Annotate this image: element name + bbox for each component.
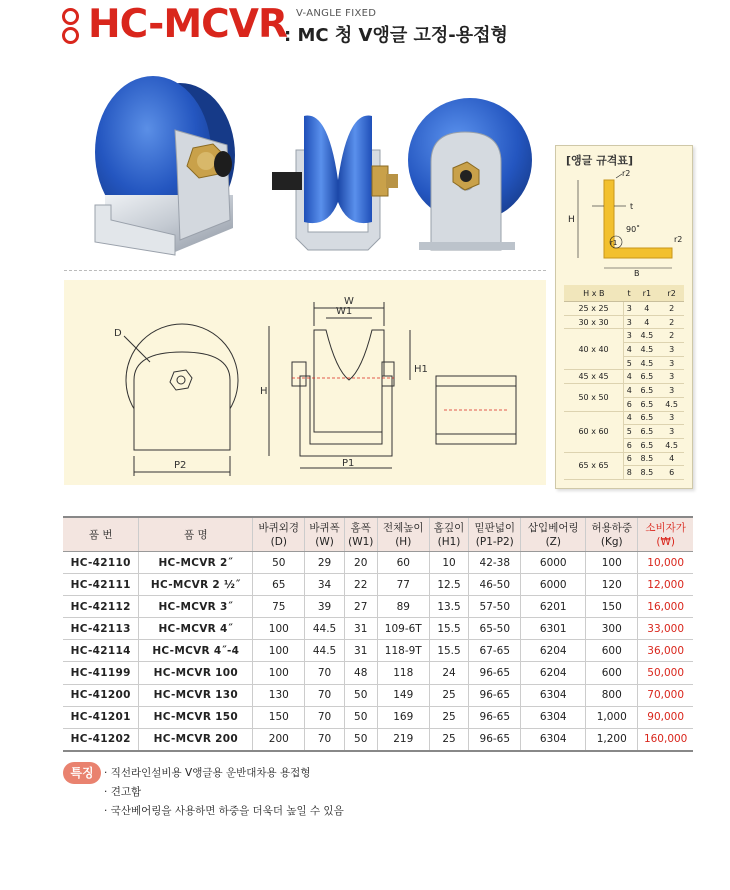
product-code-cell: HC-42114 [63,640,139,662]
angle-spec-cell: 4 [659,452,684,466]
product-name-cell: HC-MCVR 4˝-4 [139,640,253,662]
column-header [63,517,139,552]
angle-spec-cell: 6.5 [634,411,659,425]
spec-cell: 96-65 [469,662,521,684]
column-header-label: 품 번 [88,528,113,541]
spec-cell: 25 [429,706,468,728]
angle-spec-cell: 8.5 [634,452,659,466]
column-header-label: 전체높이 [382,521,424,534]
table-row [63,640,693,662]
spec-cell: 60 [377,552,429,574]
price-cell: 12,000 [638,574,693,596]
angle-spec-cell: 3 [659,356,684,370]
features-list [104,764,344,821]
angle-spec-title: [앵글 규격표] [566,154,634,167]
column-header-label: 소비자가 [645,521,686,534]
angle-spec-box [555,145,693,489]
angle-spec-cell: 4 [624,384,635,398]
label-90deg: 90˚ [626,225,641,234]
angle-spec-cell: 6 [659,466,684,480]
spec-cell: 48 [344,662,377,684]
label-r1: r1 [610,239,618,247]
brand-logo-icon [62,8,78,44]
column-header-unit: (P1-P2) [475,535,514,548]
spec-cell: 70 [305,684,344,706]
label-B: B [634,269,640,278]
column-header-unit: (H1) [437,535,461,548]
spec-cell: 27 [344,596,377,618]
column-header-unit: (Z) [545,535,561,548]
spec-cell: 25 [429,684,468,706]
spec-cell: 100 [253,618,305,640]
column-header-unit: (Kg) [600,535,623,548]
column-header [586,517,638,552]
label-t: t [630,202,634,211]
spec-cell: 96-65 [469,684,521,706]
spec-cell: 149 [377,684,429,706]
spec-cell: 150 [253,706,305,728]
spec-cell: 6304 [521,706,586,728]
product-photo-angled [85,70,245,260]
table-row [63,706,693,728]
spec-cell: 31 [344,618,377,640]
spec-cell: 96-65 [469,728,521,751]
table-row [63,618,693,640]
angle-spec-cell: 6.5 [634,438,659,452]
spec-cell: 75 [253,596,305,618]
angle-spec-cell: 5 [624,356,635,370]
column-header-label: 바퀴폭 [309,521,340,534]
column-header [305,517,344,552]
spec-cell: 6000 [521,552,586,574]
spec-cell: 67-65 [469,640,521,662]
spec-cell: 70 [305,706,344,728]
angle-spec-cell: 4 [624,370,635,384]
angle-spec-row [564,384,684,398]
feature-item: · 직선라인설비용 V앵글용 운반대차용 용접형 [104,764,344,783]
label-H: H [568,215,575,225]
angle-spec-row [564,411,684,425]
spec-cell: 96-65 [469,706,521,728]
angle-spec-cell: 2 [659,302,684,316]
product-spec-header-row [63,517,693,552]
product-subtitle-ko: : MC 청 V앵글 고정-용접형 [284,25,508,46]
angle-size-cell: 25 x 25 [564,302,624,316]
price-cell: 70,000 [638,684,693,706]
product-code-cell: HC-42111 [63,574,139,596]
spec-cell: 6204 [521,640,586,662]
spec-cell: 6304 [521,728,586,751]
table-row [63,552,693,574]
product-code-cell: HC-42113 [63,618,139,640]
product-name-cell: HC-MCVR 130 [139,684,253,706]
spec-cell: 1,200 [586,728,638,751]
angle-size-cell: 40 x 40 [564,329,624,370]
angle-spec-cell: 6 [624,438,635,452]
angle-spec-cell: 3 [659,384,684,398]
angle-spec-row [564,329,684,343]
angle-spec-cell: 4 [624,343,635,357]
table-row [63,662,693,684]
product-code-cell: HC-42112 [63,596,139,618]
column-header [377,517,429,552]
angle-size-cell: 30 x 30 [564,315,624,329]
col-r2: r2 [659,285,684,302]
spec-cell: 10 [429,552,468,574]
spec-cell: 44.5 [305,640,344,662]
label-r2-top: r2 [622,169,631,178]
dim-P2: P2 [174,460,187,471]
label-r2-right: r2 [674,235,683,244]
spec-cell: 118-9T [377,640,429,662]
spec-cell: 300 [586,618,638,640]
product-subtitle-en: V-ANGLE FIXED [296,8,377,19]
price-cell: 160,000 [638,728,693,751]
column-header [429,517,468,552]
angle-spec-cell: 4.5 [634,356,659,370]
angle-spec-cell: 3 [659,343,684,357]
angle-spec-cell: 4 [634,302,659,316]
spec-cell: 600 [586,640,638,662]
spec-cell: 6201 [521,596,586,618]
dim-H1: H1 [414,364,428,375]
angle-spec-cell: 4 [634,315,659,329]
features-badge: 특징 [63,762,101,784]
angle-spec-table [564,285,684,480]
dim-P1: P1 [342,458,355,469]
dim-D: D [114,328,122,339]
angle-spec-cell: 2 [659,315,684,329]
column-header [253,517,305,552]
spec-cell: 20 [344,552,377,574]
feature-item: · 견고함 [104,783,344,802]
product-name-cell: HC-MCVR 4˝ [139,618,253,640]
column-header [638,517,693,552]
angle-size-cell: 60 x 60 [564,411,624,452]
angle-spec-cell: 6.5 [634,370,659,384]
angle-size-cell: 50 x 50 [564,384,624,411]
column-header-unit: (₩) [656,535,675,548]
spec-cell: 130 [253,684,305,706]
spec-cell: 15.5 [429,640,468,662]
dim-W: W [344,296,354,307]
spec-cell: 24 [429,662,468,684]
price-cell: 36,000 [638,640,693,662]
product-photo-side [405,82,555,262]
spec-cell: 6304 [521,684,586,706]
column-header-label: 허용하중 [591,521,633,534]
angle-spec-cell: 2 [659,329,684,343]
column-header-unit: (W) [315,535,334,548]
column-header-unit: (W1) [348,535,374,548]
price-cell: 90,000 [638,706,693,728]
angle-spec-cell: 6 [624,397,635,411]
angle-spec-cell: 3 [624,302,635,316]
spec-cell: 169 [377,706,429,728]
spec-cell: 77 [377,574,429,596]
column-header-unit: (D) [270,535,287,548]
product-code-cell: HC-41201 [63,706,139,728]
angle-spec-cell: 3 [659,411,684,425]
angle-spec-cell: 6.5 [634,397,659,411]
column-header [521,517,586,552]
angle-size-cell: 45 x 45 [564,370,624,384]
price-cell: 33,000 [638,618,693,640]
angle-spec-cell: 5 [624,425,635,439]
column-header [344,517,377,552]
spec-cell: 6000 [521,574,586,596]
spec-cell: 42-38 [469,552,521,574]
col-t: t [624,285,635,302]
spec-cell: 46-50 [469,574,521,596]
spec-cell: 150 [586,596,638,618]
angle-spec-cell: 4 [624,411,635,425]
spec-cell: 50 [253,552,305,574]
feature-item: · 국산베어링을 사용하면 하중을 더욱더 높일 수 있음 [104,802,344,821]
angle-spec-cell: 8.5 [634,466,659,480]
spec-cell: 22 [344,574,377,596]
angle-spec-header-row [564,285,684,302]
spec-cell: 70 [305,662,344,684]
column-header [469,517,521,552]
spec-cell: 109-6T [377,618,429,640]
price-cell: 16,000 [638,596,693,618]
table-row [63,574,693,596]
spec-cell: 100 [586,552,638,574]
angle-profile-diagram [564,166,688,278]
angle-spec-cell: 3 [659,370,684,384]
product-name-cell: HC-MCVR 200 [139,728,253,751]
spec-cell: 1,000 [586,706,638,728]
angle-spec-cell: 3 [659,425,684,439]
dim-W1: W1 [336,306,353,317]
spec-cell: 15.5 [429,618,468,640]
price-cell: 50,000 [638,662,693,684]
spec-cell: 120 [586,574,638,596]
angle-size-cell: 65 x 65 [564,452,624,479]
technical-drawing-panel [64,280,546,485]
spec-cell: 100 [253,662,305,684]
column-header-label: 홈깊이 [433,521,465,534]
angle-spec-cell: 6.5 [634,425,659,439]
spec-cell: 6204 [521,662,586,684]
angle-spec-row [564,302,684,316]
dim-H: H [260,386,268,397]
spec-cell: 6301 [521,618,586,640]
spec-cell: 219 [377,728,429,751]
column-header-label: 바퀴외경 [258,521,300,534]
section-divider [64,270,546,271]
column-header-label: 품 명 [184,528,208,541]
angle-spec-cell: 4.5 [634,343,659,357]
angle-spec-cell: 3 [624,329,635,343]
angle-spec-row [564,315,684,329]
spec-cell: 50 [344,706,377,728]
angle-spec-cell: 4.5 [634,329,659,343]
angle-spec-cell: 4.5 [659,397,684,411]
column-header-label: 홈폭 [350,521,371,534]
price-cell: 10,000 [638,552,693,574]
product-name-cell: HC-MCVR 150 [139,706,253,728]
angle-spec-cell: 4.5 [659,438,684,452]
column-header-label: 삽입베어링 [527,521,579,534]
angle-spec-cell: 6.5 [634,384,659,398]
spec-cell: 39 [305,596,344,618]
spec-cell: 29 [305,552,344,574]
product-code-cell: HC-42110 [63,552,139,574]
spec-cell: 12.5 [429,574,468,596]
spec-cell: 57-50 [469,596,521,618]
col-hb: H x B [564,285,624,302]
product-title: HC-MCVR [88,2,287,47]
spec-cell: 50 [344,728,377,751]
spec-cell: 800 [586,684,638,706]
angle-spec-row [564,452,684,466]
column-header-unit: (H) [395,535,412,548]
spec-cell: 118 [377,662,429,684]
column-header [139,517,253,552]
spec-cell: 200 [253,728,305,751]
product-name-cell: HC-MCVR 100 [139,662,253,684]
product-code-cell: HC-41199 [63,662,139,684]
table-row [63,728,693,751]
spec-cell: 44.5 [305,618,344,640]
column-header-label: 밑판넓이 [474,521,516,534]
angle-spec-row [564,370,684,384]
product-code-cell: HC-41200 [63,684,139,706]
spec-cell: 100 [253,640,305,662]
spec-cell: 13.5 [429,596,468,618]
table-row [63,684,693,706]
technical-drawing [64,280,546,485]
product-name-cell: HC-MCVR 2 ½˝ [139,574,253,596]
product-name-cell: HC-MCVR 2˝ [139,552,253,574]
angle-spec-cell: 8 [624,466,635,480]
spec-cell: 600 [586,662,638,684]
product-photo-front [268,110,408,258]
angle-spec-cell: 3 [624,315,635,329]
table-row [63,596,693,618]
product-name-cell: HC-MCVR 3˝ [139,596,253,618]
spec-cell: 89 [377,596,429,618]
col-r1: r1 [634,285,659,302]
spec-cell: 25 [429,728,468,751]
angle-spec-cell: 6 [624,452,635,466]
spec-cell: 34 [305,574,344,596]
spec-cell: 31 [344,640,377,662]
product-spec-table [63,516,693,752]
spec-cell: 65-50 [469,618,521,640]
product-code-cell: HC-41202 [63,728,139,751]
spec-cell: 50 [344,684,377,706]
spec-cell: 70 [305,728,344,751]
spec-cell: 65 [253,574,305,596]
